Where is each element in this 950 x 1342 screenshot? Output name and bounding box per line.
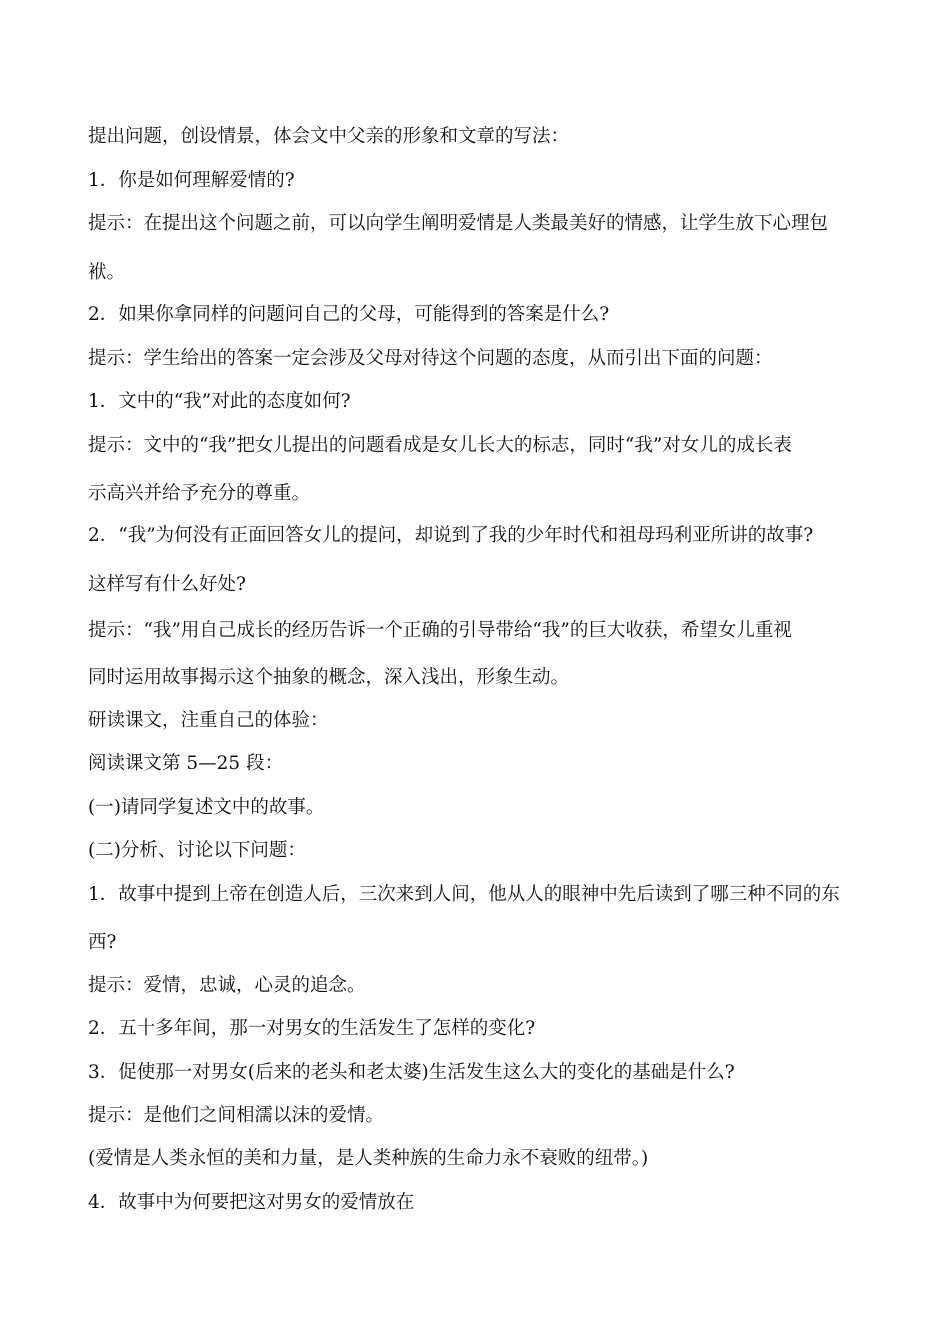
section-heading: 研读课文，注重自己的体验： bbox=[88, 710, 329, 731]
hint-2b-line-1: 提示：“我”用自己成长的经历告诉一个正确的引导带给“我”的巨大收获，希望女儿重视 bbox=[88, 620, 792, 641]
hint-1b-line-1: 提示：文中的“我”把女儿提出的问题看成是女儿长大的标志，同时“我”对女儿的成长表 bbox=[88, 435, 792, 456]
reading-instruction: 阅读课文第 5—25 段： bbox=[88, 753, 284, 774]
paragraph-intro: 提出问题，创设情景，体会文中父亲的形象和文章的写法： bbox=[88, 126, 570, 147]
parenthetical-note: (爱情是人类永恒的美和力量，是人类种族的生命力永不衰败的纽带。) bbox=[88, 1148, 649, 1169]
hint-2b-line-2: 同时运用故事揭示这个抽象的概念，深入浅出，形象生动。 bbox=[88, 667, 570, 688]
hint-1b-line-2: 示高兴并给予充分的尊重。 bbox=[88, 483, 311, 504]
hint-1-line-2: 袱。 bbox=[88, 262, 126, 283]
question-6: 4．故事中为何要把这对男女的爱情放在 bbox=[88, 1192, 415, 1213]
question-2b-line-2: 这样写有什么好处? bbox=[88, 574, 246, 595]
task-two: (二)分析、讨论以下问题： bbox=[88, 840, 306, 861]
question-3-line-1: 1．故事中提到上帝在创造人后，三次来到人间，他从人的眼神中先后读到了哪三种不同的东 bbox=[88, 884, 840, 905]
hint-3: 提示：爱情，忠诚，心灵的追念。 bbox=[88, 975, 366, 996]
hint-1-line-1: 提示：在提出这个问题之前，可以向学生阐明爱情是人类最美好的情感，让学生放下心理包 bbox=[88, 213, 829, 234]
question-5: 3．促使那一对男女(后来的老头和老太婆)生活发生这么大的变化的基础是什么? bbox=[88, 1062, 735, 1083]
question-1b: 1．文中的“我”对此的态度如何? bbox=[88, 391, 351, 412]
question-2b-line-1: 2．“我”为何没有正面回答女儿的提问，却说到了我的少年时代和祖母玛利亚所讲的故事? bbox=[88, 525, 814, 546]
hint-5: 提示：是他们之间相濡以沫的爱情。 bbox=[88, 1105, 385, 1126]
question-1: 1．你是如何理解爱情的? bbox=[88, 170, 295, 191]
task-one: (一)请同学复述文中的故事。 bbox=[88, 797, 325, 818]
question-4: 2．五十多年间，那一对男女的生活发生了怎样的变化? bbox=[88, 1018, 536, 1039]
hint-2: 提示：学生给出的答案一定会涉及父母对待这个问题的态度，从而引出下面的问题： bbox=[88, 348, 773, 369]
question-3-line-2: 西? bbox=[88, 932, 117, 953]
question-2: 2．如果你拿同样的问题问自己的父母，可能得到的答案是什么? bbox=[88, 304, 610, 325]
